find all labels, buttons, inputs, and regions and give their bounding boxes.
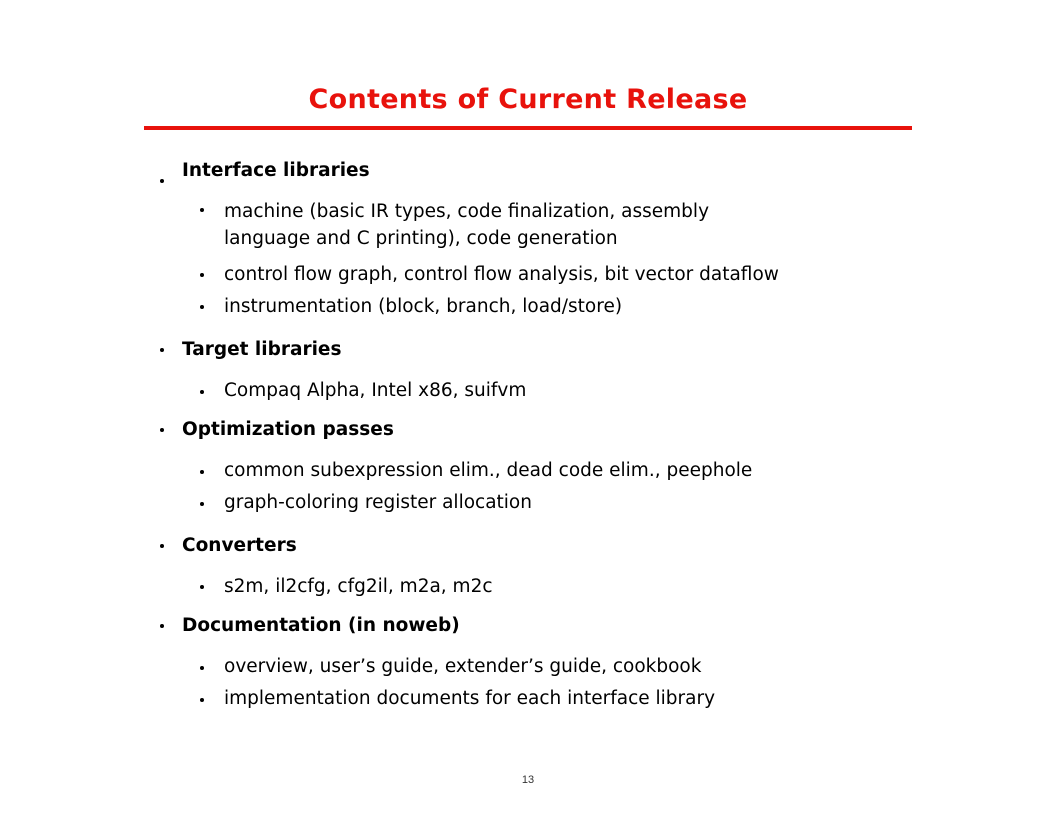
page-number: 13 bbox=[521, 774, 535, 786]
bullet bbox=[200, 208, 204, 212]
bullet bbox=[200, 698, 204, 702]
bullet bbox=[200, 273, 204, 277]
bullet bbox=[160, 348, 164, 352]
list-item: instrumentation (block, branch, load/store) bbox=[224, 296, 623, 317]
bullet bbox=[160, 624, 164, 628]
bullet bbox=[200, 305, 204, 309]
list-item-line: machine (basic IR types, code finalization, assembly bbox=[224, 201, 710, 222]
slide-title: Contents of Current Release bbox=[308, 84, 748, 115]
bullet bbox=[160, 428, 164, 432]
title-underline bbox=[144, 126, 912, 130]
bullet bbox=[160, 179, 164, 183]
bullet bbox=[200, 470, 204, 474]
list-item bbox=[224, 198, 709, 252]
list-item: graph-coloring register allocation bbox=[224, 492, 532, 513]
section-heading: Interface libraries bbox=[182, 160, 370, 181]
list-item: implementation documents for each interface library bbox=[224, 688, 716, 709]
section-heading: Optimization passes bbox=[182, 419, 394, 440]
bullet bbox=[200, 390, 204, 394]
section-heading: Documentation (in noweb) bbox=[182, 615, 460, 636]
section-heading: Converters bbox=[182, 535, 297, 556]
list-item: s2m, il2cfg, cfg2il, m2a, m2c bbox=[224, 576, 493, 597]
list-item: Compaq Alpha, Intel x86, suifvm bbox=[224, 380, 527, 401]
bullet bbox=[160, 544, 164, 548]
list-item: overview, user’s guide, extender’s guide, cookbook bbox=[224, 656, 702, 677]
list-item-line: language and C printing), code generation bbox=[224, 228, 618, 249]
bullet bbox=[200, 502, 204, 506]
bullet bbox=[200, 666, 204, 670]
section-heading: Target libraries bbox=[182, 339, 342, 360]
list-item: common subexpression elim., dead code elim., peephole bbox=[224, 460, 753, 481]
bullet bbox=[200, 585, 204, 589]
list-item: control flow graph, control flow analysis, bit vector dataflow bbox=[224, 264, 779, 285]
